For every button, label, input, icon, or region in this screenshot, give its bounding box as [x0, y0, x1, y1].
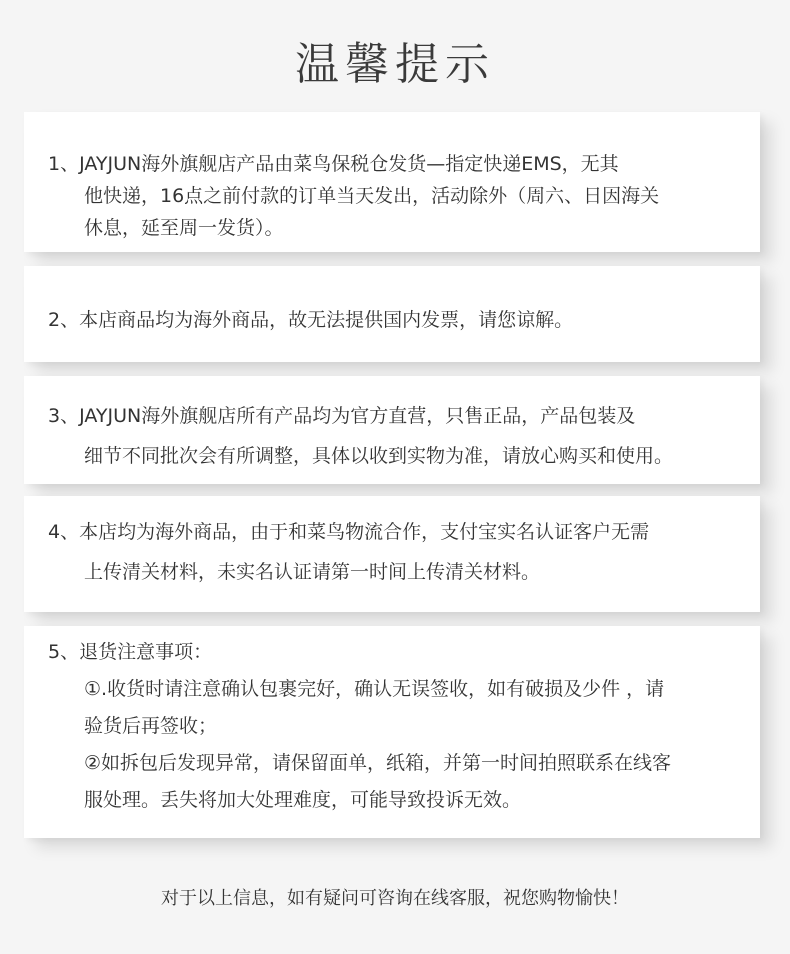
page-title: 温馨提示	[295, 39, 495, 90]
notice-card-4	[24, 496, 760, 612]
notice-line: 验货后再签收；	[84, 715, 218, 737]
notice-line: ①.收货时请注意确认包裹完好，确认无误签收，如有破损及少件 ，请	[84, 678, 665, 700]
notice-text-2	[48, 304, 573, 336]
notice-text-5	[48, 634, 671, 819]
notice-line: ②如拆包后发现异常，请保留面单，纸箱，并第一时间拍照联系在线客	[84, 752, 672, 774]
notice-line: 服处理。丢失将加大处理难度，可能导致投诉无效。	[84, 789, 522, 811]
notice-card-1	[24, 112, 760, 252]
notice-line: 3、JAYJUN海外旗舰店所有产品均为官方直营，只售正品，产品包装及	[48, 405, 636, 427]
notice-line: 2、本店商品均为海外商品，故无法提供国内发票，请您谅解。	[48, 309, 574, 331]
notice-line: 4、本店均为海外商品，由于和菜鸟物流合作，支付宝实名认证客户无需	[48, 521, 650, 543]
notice-line: 1、JAYJUN海外旗舰店产品由菜鸟保税仓发货—指定快递EMS，无其	[48, 153, 619, 175]
notice-card-2	[24, 266, 760, 362]
notice-text-4	[48, 512, 649, 592]
notice-card-3	[24, 376, 760, 484]
notice-line: 5、退货注意事项：	[48, 641, 213, 663]
notice-text-1	[48, 148, 659, 244]
footer-message: 对于以上信息，如有疑问可咨询在线客服，祝您购物愉快！	[161, 888, 629, 909]
notice-text-3	[48, 396, 673, 476]
notice-line: 休息，延至周一发货）。	[84, 217, 284, 239]
notice-line: 上传清关材料，未实名认证请第一时间上传清关材料。	[84, 561, 541, 583]
notice-card-5	[24, 626, 760, 838]
notice-line: 他快递，16点之前付款的订单当天发出，活动除外（周六、日因海关	[84, 185, 660, 207]
notice-line: 细节不同批次会有所调整，具体以收到实物为准，请放心购买和使用。	[84, 445, 674, 467]
